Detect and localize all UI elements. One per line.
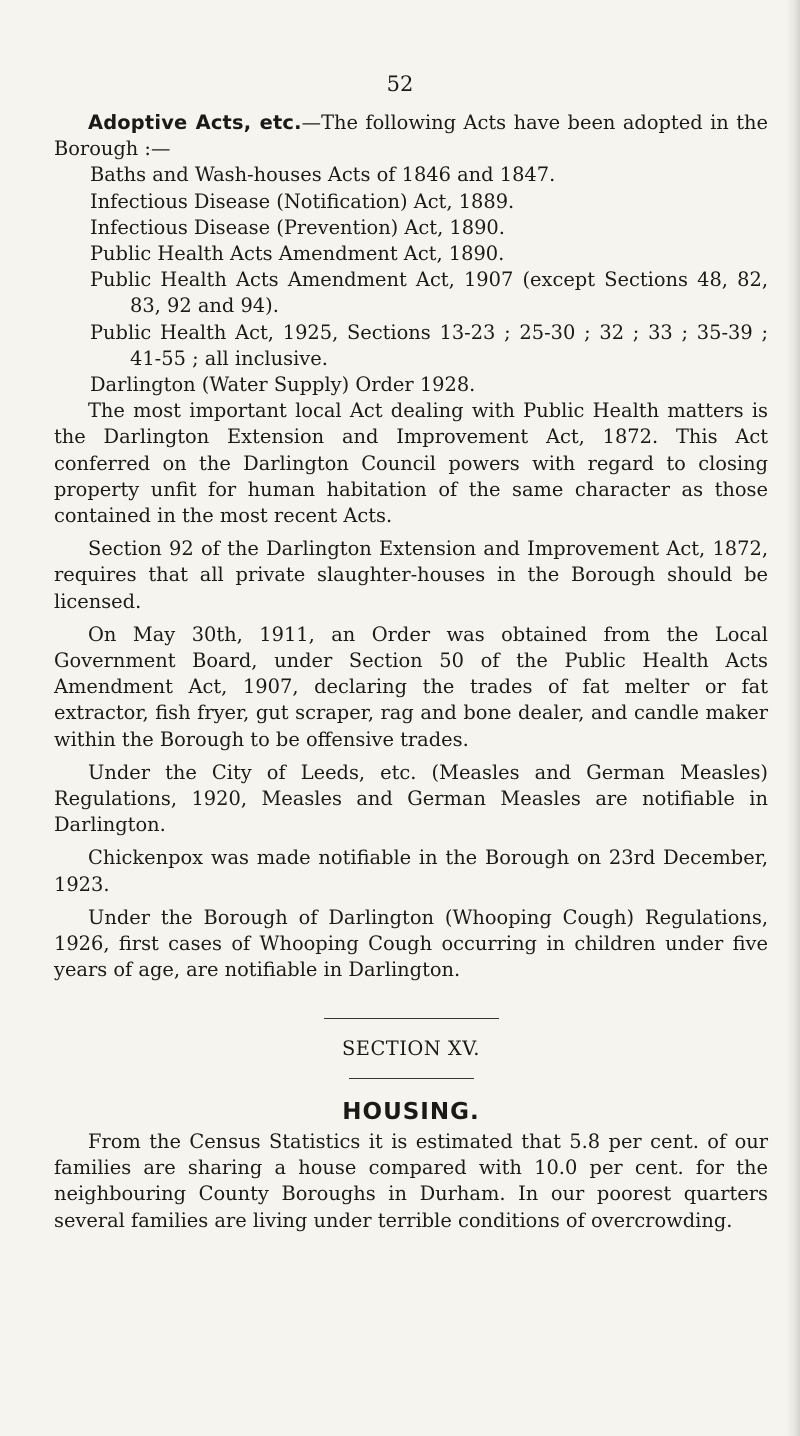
housing-heading: HOUSING. bbox=[342, 1098, 480, 1125]
act-item: Public Health Acts Amendment Act, 1890. bbox=[90, 242, 505, 266]
act-item: Public Health Acts Amendment Act, 1907 (except Sections 48, 82, 83, 92 and 94). bbox=[90, 268, 768, 318]
act-item: Infectious Disease (Notification) Act, 1889. bbox=[90, 189, 515, 213]
act-item: Infectious Disease (Prevention) Act, 1890. bbox=[90, 215, 505, 239]
adopted-acts-list bbox=[54, 162, 768, 398]
section-title: SECTION XV. bbox=[342, 1036, 480, 1060]
adoptive-acts-intro-text: —The following Acts have been adopted in the Borough :— bbox=[54, 111, 768, 161]
page-number: 52 bbox=[386, 72, 414, 96]
paragraph-chickenpox: Chickenpox was made notifiable in the Borough on 23rd December, 1923. bbox=[54, 846, 768, 896]
page-edge-shadow bbox=[786, 0, 800, 1436]
section-divider-bottom bbox=[349, 1078, 474, 1079]
paragraph-slaughter-houses: Section 92 of the Darlington Extension and Improvement Act, 1872, requires that all private slaughter-houses in the Borough should be licensed. bbox=[54, 537, 768, 613]
act-item: Baths and Wash-houses Acts of 1846 and 1847. bbox=[90, 163, 556, 187]
paragraph-measles: Under the City of Leeds, etc. (Measles and German Measles) Regulations, 1920, Measles and German Measles are notifiable in Darlington. bbox=[54, 760, 768, 837]
paragraph-whooping-cough: Under the Borough of Darlington (Whooping Cough) Regulations, 1926, first cases of Whooping Cough occurring in children under five years of age, are notifiable in Darlington. bbox=[54, 905, 768, 982]
act-item: Darlington (Water Supply) Order 1928. bbox=[90, 373, 476, 397]
adoptive-acts-intro bbox=[54, 110, 768, 162]
paragraph-offensive-trades: On May 30th, 1911, an Order was obtained from the Local Government Board, under Section 50 of the Public Health Acts Amendment Act, 1907, declaring the trades of fat melter or fat extractor, fish fryer, gut scraper, rag and bone dealer, and candle maker within the Borough to be offensive trades. bbox=[54, 622, 768, 751]
adoptive-acts-heading: Adoptive Acts, etc. bbox=[88, 111, 302, 134]
paragraph-local-act: The most important local Act dealing with Public Health matters is the Darlington Extension and Improvement Act, 1872. This Act conferred on the Darlington Council powers with regard to closing property unfit for human habitation of the same character as those contained in the most recent Acts. bbox=[54, 399, 768, 528]
section-divider-top bbox=[324, 1018, 499, 1020]
page-body bbox=[54, 110, 768, 1234]
paragraph-housing: From the Census Statistics it is estimated that 5.8 per cent. of our families are sharing a house compared with 10.0 per cent. for the neighbouring County Boroughs in Durham. In our poorest quarters several families are living under terrible conditions of overcrowding. bbox=[54, 1129, 768, 1232]
act-item: Public Health Act, 1925, Sections 13-23 ; 25-30 ; 32 ; 33 ; 35-39 ; 41-55 ; all inclusive. bbox=[90, 320, 768, 370]
